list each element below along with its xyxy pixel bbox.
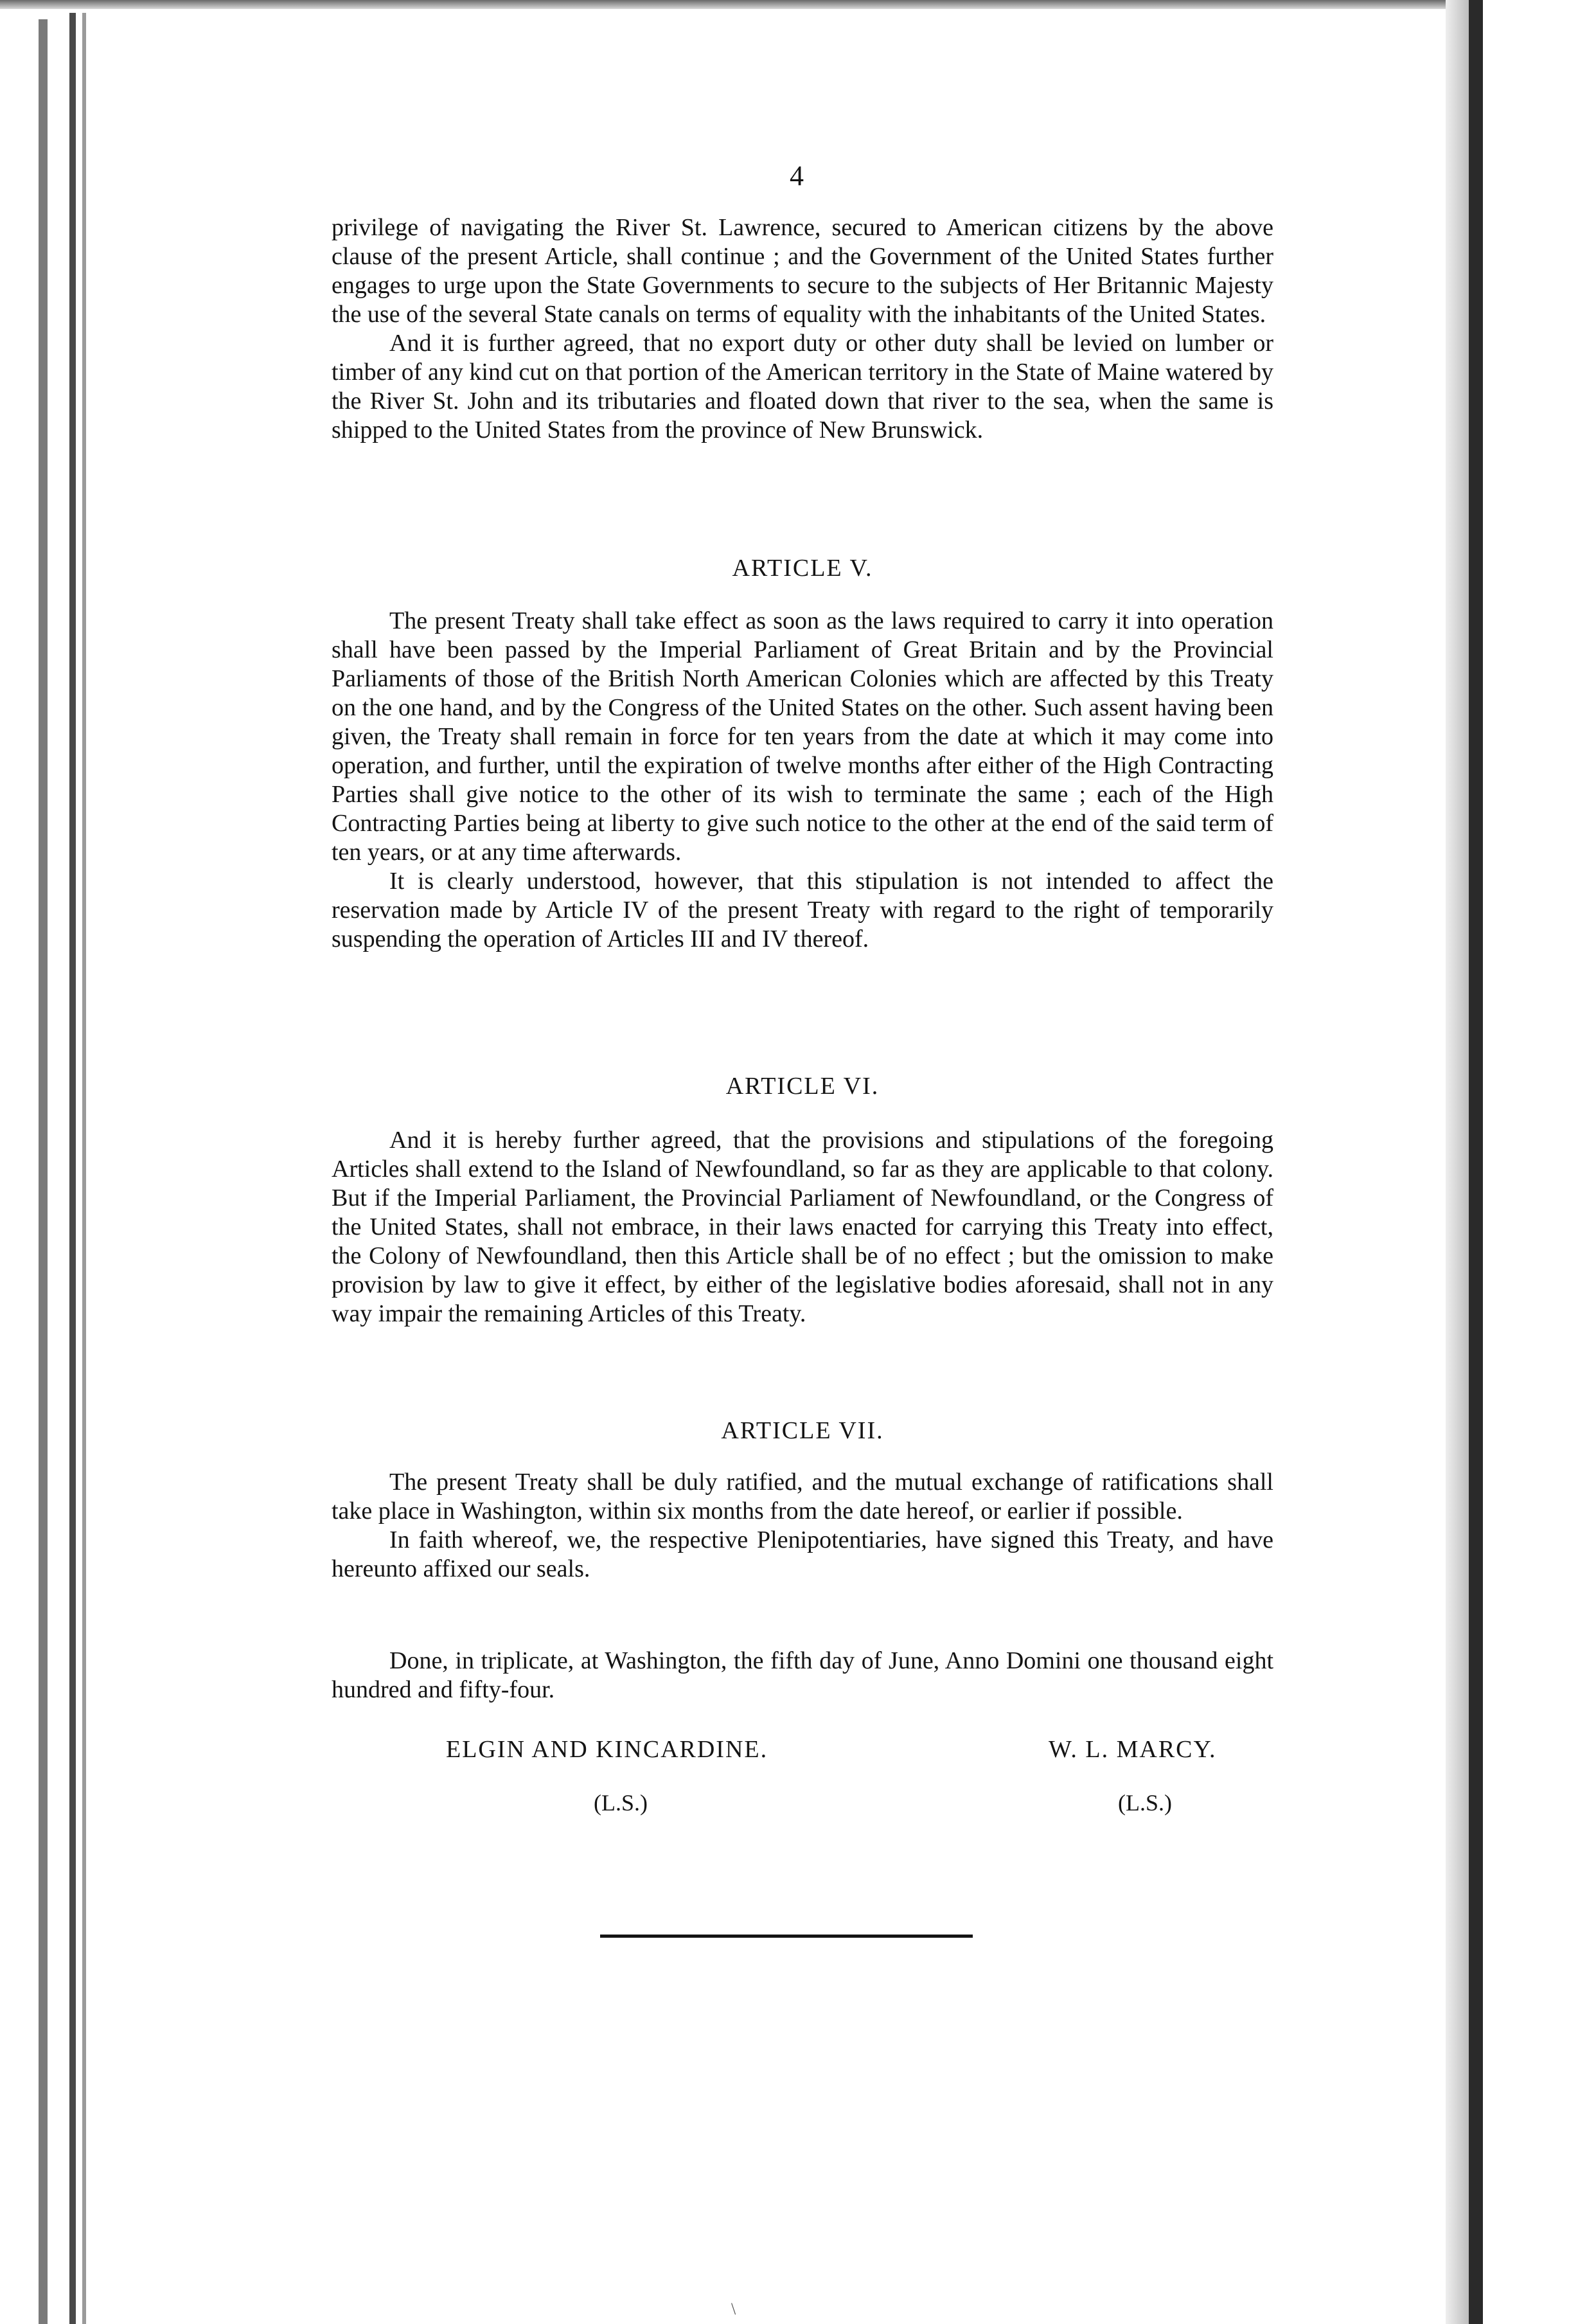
paragraph-navigation: privilege of navigating the River St. Lawrence, secured to American citizens by the above clause of the present Article, shall continue ; and the Government of the United States further engages to urge upon the State Governments to secure to the subjects of Her Britannic Majesty the use of the several State canals on terms of equality with the inhabitants of the United States. [332, 214, 1273, 328]
article-7-paragraph-1: The present Treaty shall be duly ratified, and the mutual exchange of ratifications shall take place in Washington, within six months from the date hereof, or earlier if possible. [332, 1469, 1273, 1524]
scan-left-edge-light [82, 13, 86, 2324]
scan-top-edge [0, 0, 1578, 9]
opening-text [332, 213, 1273, 445]
closing-rule [600, 1935, 973, 1938]
done-in-triplicate [332, 1647, 1273, 1704]
scan-right-edge [1446, 0, 1469, 2324]
article-6-heading: ARTICLE VI. [725, 1073, 880, 1100]
signature-marcy: W. L. MARCY. [1049, 1736, 1217, 1763]
article-7-body [332, 1468, 1273, 1584]
seal-right: (L.S.) [1118, 1790, 1172, 1816]
article-5-paragraph-2: It is clearly understood, however, that this stipulation is not intended to affect the reservation made by Article IV of the present Treaty with regard to the right of temporarily suspending the operation of Articles III and IV thereof. [332, 868, 1273, 952]
article-5-paragraph-1: The present Treaty shall take effect as soon as the laws required to carry it into operation shall have been passed by the Imperial Parliament of Great Britain and by the Provincial Parliaments of those of the British North American Colonies which are affected by this Treaty on the one hand, and by the Congress of the United States on the other. Such assent having been given, the Treaty shall remain in force for ten years from the date at which it may come into operation, and further, until the expiration of twelve months after either of the High Contracting Parties shall give notice to the other of its wish to terminate the same ; each of the High Contracting Parties being at liberty to give such notice to the other at the end of the said term of ten years, or at any time afterwards. [332, 607, 1273, 866]
article-5-body [332, 607, 1273, 954]
signature-elgin: ELGIN AND KINCARDINE. [446, 1736, 768, 1763]
scan-left-edge-dark [69, 13, 76, 2324]
article-7-heading: ARTICLE VII. [721, 1417, 884, 1444]
paragraph-export-duty: And it is further agreed, that no export duty or other duty shall be levied on lumber or timber of any kind cut on that portion of the American territory in the State of Maine watered by the River St. John and its tributaries and floated down that river to the sea, when the same is shipped to the United States from the province of New Brunswick. [332, 330, 1273, 443]
done-paragraph: Done, in triplicate, at Washington, the fifth day of June, Anno Domini one thousand eight hundred and fifty-four. [332, 1647, 1273, 1703]
seal-left: (L.S.) [594, 1790, 648, 1816]
scan-right-edge-dark [1469, 0, 1483, 2324]
page-number: 4 [790, 160, 804, 192]
article-6-body [332, 1126, 1273, 1328]
scan-right-margin [1483, 0, 1578, 2324]
article-7-paragraph-2: In faith whereof, we, the respective Plenipotentiaries, have signed this Treaty, and have hereunto affixed our seals. [332, 1526, 1273, 1582]
article-5-heading: ARTICLE V. [732, 555, 873, 582]
scan-left-edge [39, 19, 48, 2324]
footer-mark: \ [731, 2300, 736, 2318]
article-6-paragraph-1: And it is hereby further agreed, that the provisions and stipulations of the foregoing Articles shall extend to the Island of Newfoundland, so far as they are applicable to that colony. But if the Imperial Parliament, the Provincial Parliament of Newfoundland, or the Congress of the United States, shall not embrace, in their laws enacted for carrying this Treaty into effect, the Colony of Newfoundland, then this Article shall be of no effect ; but the omission to make provision by law to give it effect, by either of the legislative bodies aforesaid, shall not in any way impair the remaining Articles of this Treaty. [332, 1127, 1273, 1327]
